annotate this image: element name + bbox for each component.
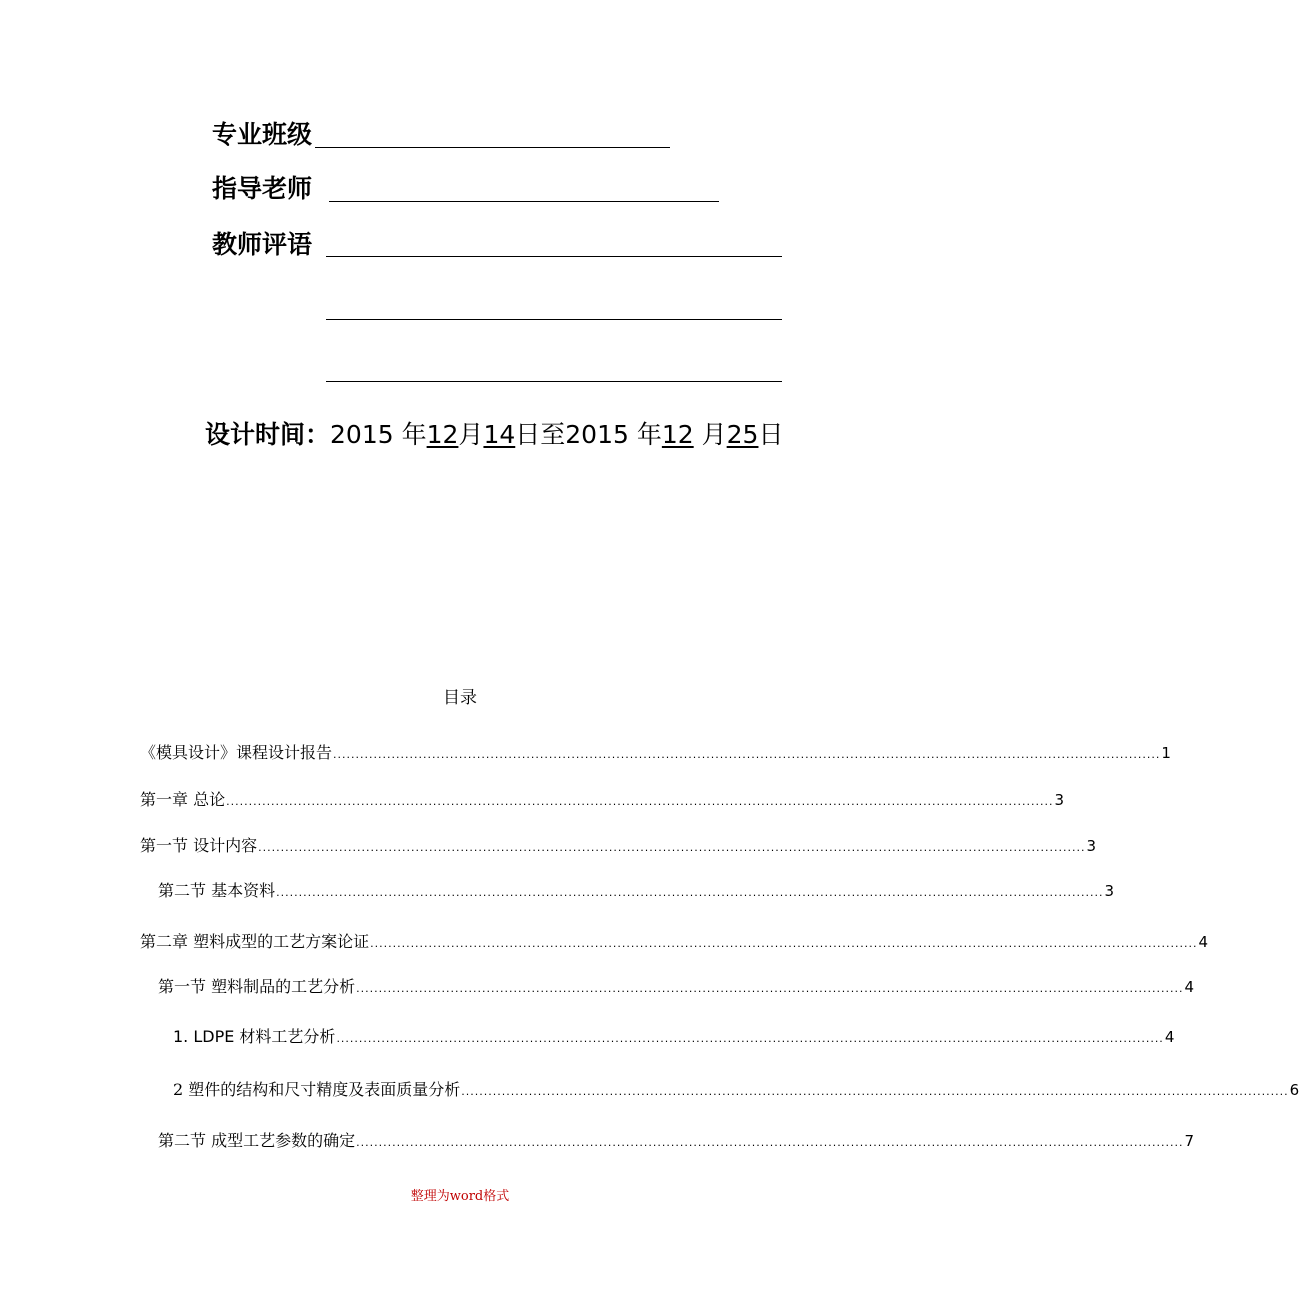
start-month: 12 (426, 420, 459, 449)
comment-underline-1 (326, 256, 782, 257)
toc-entry-page: 4 (1198, 933, 1209, 951)
end-month: 12 (661, 420, 694, 449)
advisor-underline (329, 201, 719, 202)
toc-entry-report[interactable] (140, 740, 1171, 764)
toc-entry-text: 第二节 成型工艺参数的确定 (158, 1131, 356, 1150)
form-row-major-class (212, 120, 682, 160)
toc-leader-dots: ........................................................................................................................................................................................ (370, 937, 1198, 950)
toc-entry-text: 第一节 塑料制品的工艺分析 (158, 977, 356, 996)
toc-title: 目录 (443, 688, 477, 708)
comment-label: 教师评语 (212, 230, 313, 259)
comment-underline-2 (326, 319, 782, 320)
toc-entry-page: 7 (1184, 1132, 1195, 1150)
toc-leader-dots: ........................................................................................................................................................................................ (356, 1136, 1184, 1149)
toc-entry-process-parameters[interactable] (158, 1128, 1195, 1152)
toc-entry-page: 4 (1184, 978, 1195, 996)
toc-entry-chapter-2[interactable] (140, 929, 1209, 953)
form-row-advisor (212, 174, 732, 214)
toc-leader-dots: ........................................................................................................................................................................................ (356, 982, 1184, 995)
start-month-char: 月 (458, 420, 484, 449)
toc-entry-structure-precision[interactable] (173, 1077, 1299, 1101)
toc-entry-page: 6 (1289, 1081, 1299, 1099)
toc-leader-dots: ........................................................................................................................................................................................ (226, 795, 1054, 808)
toc-entry-text: 第一节 设计内容 (140, 836, 258, 855)
end-year: 2015 (565, 420, 629, 449)
end-year-char: 年 (636, 420, 662, 449)
toc-leader-dots: ........................................................................................................................................................................................ (276, 886, 1104, 899)
toc-entry-basic-data[interactable] (158, 878, 1115, 902)
toc-entry-page: 3 (1054, 791, 1065, 809)
toc-leader-dots: ........................................................................................................................................................................................ (333, 748, 1161, 761)
to-char: 至 (540, 420, 566, 449)
start-year-char: 年 (401, 420, 427, 449)
toc-leader-dots: ........................................................................................................................................................................................ (258, 841, 1086, 854)
footer-watermark: 整理为word格式 (410, 1189, 510, 1204)
end-day: 25 (726, 420, 759, 449)
end-day-char: 日 (758, 420, 784, 449)
toc-entry-text: 《模具设计》课程设计报告 (140, 743, 333, 762)
toc-entry-text: 1. LDPE 材料工艺分析 (173, 1027, 336, 1046)
toc-entry-chapter-1[interactable] (140, 787, 1065, 811)
toc-entry-ldpe[interactable] (173, 1024, 1175, 1048)
toc-entry-design-content[interactable] (140, 833, 1097, 857)
form-row-comment (212, 230, 792, 270)
toc-leader-dots: ........................................................................................................................................................................................ (336, 1032, 1164, 1045)
end-month-char: 月 (701, 420, 727, 449)
toc-entry-page: 4 (1164, 1028, 1175, 1046)
toc-leader-dots: ........................................................................................................................................................................................ (461, 1085, 1289, 1098)
major-class-underline (315, 147, 670, 148)
toc-entry-text: 2 塑件的结构和尺寸精度及表面质量分析 (173, 1080, 461, 1099)
start-day: 14 (483, 420, 516, 449)
toc-entry-page: 3 (1086, 837, 1097, 855)
comment-underline-3 (326, 381, 782, 382)
start-day-char: 日 (515, 420, 541, 449)
design-time (205, 418, 783, 452)
advisor-label: 指导老师 (212, 174, 313, 203)
toc-entry-text: 第二节 基本资料 (158, 881, 276, 900)
toc-entry-process-analysis[interactable] (158, 974, 1195, 998)
toc-entry-page: 1 (1161, 744, 1171, 762)
toc-entry-page: 3 (1104, 882, 1115, 900)
major-class-label: 专业班级 (212, 120, 313, 149)
design-time-label: 设计时间： (205, 420, 331, 449)
toc-entry-text: 第一章 总论 (140, 790, 226, 809)
start-year: 2015 (330, 420, 394, 449)
toc-entry-text: 第二章 塑料成型的工艺方案论证 (140, 932, 370, 951)
